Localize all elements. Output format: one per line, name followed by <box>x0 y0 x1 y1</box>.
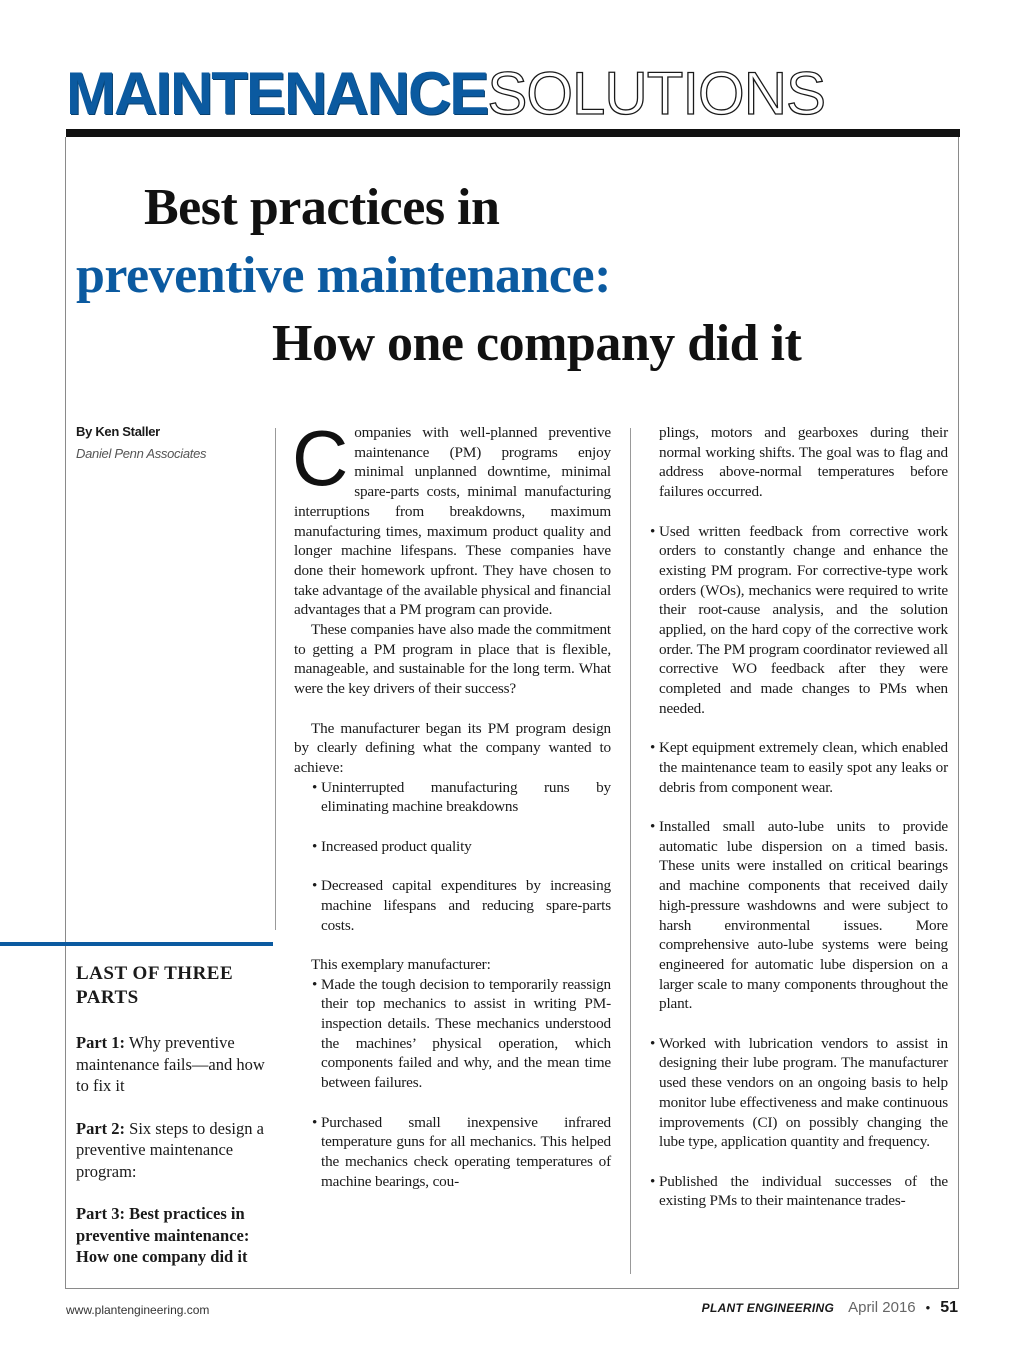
article-column-2 <box>651 423 948 1211</box>
author-affiliation: Daniel Penn Associates <box>76 446 207 461</box>
intro-text: ompanies with well-planned preventive maintenance (PM) programs enjoy minimal unplanned downtime, minimal spare-parts costs, minimal manufacturing interruptions from breakdowns, maximum manufacturing times, maximum product quality and longer machine lifespans. These companies have done their homework upfront. They have chosen to take advantage of the available physical and financial advantages that a PM program can provide. <box>294 424 612 619</box>
column-divider <box>630 428 631 1274</box>
intro-paragraph <box>292 414 612 620</box>
part-label: Part 2: <box>76 1118 126 1138</box>
practices-list <box>651 522 948 1212</box>
headline-line-3: How one company did it <box>272 315 802 372</box>
list-item: • Purchased small inexpensive infrared temperature guns for all mechanics. This helped the mechanics check operating temperatures of machine bearings, cou- <box>294 1113 611 1192</box>
author-byline: By Ken Staller <box>76 424 160 439</box>
article-column-1 <box>292 414 612 1191</box>
masthead-rule <box>66 129 960 137</box>
footer-separator: • <box>925 1300 931 1315</box>
frame-left-rule <box>65 137 66 1289</box>
drop-cap: C <box>292 414 349 502</box>
masthead <box>66 58 825 130</box>
masthead-bold: MAINTENANCE <box>66 60 488 127</box>
paragraph: This exemplary manufacturer: <box>311 955 491 973</box>
list-item: • Worked with lubrication vendors to assist in designing their lube program. The manufacturer used these vendors on an ongoing basis to help monitor lube effectiveness and make continuous improvements (CI) on possibly changing the lube type, application quantity and frequency. <box>651 1034 948 1152</box>
sidebar-divider <box>275 428 276 930</box>
part-text: Best practices in preventive maintenance: How one company did it <box>76 1204 250 1266</box>
list-item: • Used written feedback from corrective work orders to constantly change and enhance the existing PM program. For corrective-type work orders (WOs), mechanics were required to write their root-cause analysis, and the solution applied, on the hard copy of the corrective work order. The PM program coordinator reviewed all corrective WO feedback after they were completed and made changes to PMs when needed. <box>651 522 948 719</box>
list-item: • Made the tough decision to temporarily reassign their top mechanics to assist in writing PM-inspection details. These mechanics understood the machines’ physical operation, which components failed and why, and the mean time between failures. <box>294 975 611 1093</box>
list-item: • Decreased capital expenditures by increasing machine lifespans and reducing spare-parts costs. <box>294 876 611 935</box>
series-sidebar <box>76 962 276 1289</box>
frame-right-rule <box>958 137 959 1289</box>
page-footer <box>702 1299 958 1317</box>
list-item: • Uninterrupted manufacturing runs by eliminating machine breakdowns <box>294 778 611 817</box>
list-item: • Kept equipment extremely clean, which enabled the maintenance team to easily spot any leaks or debris from component wear. <box>651 738 948 797</box>
sidebar-title: LAST OF THREE PARTS <box>76 963 234 1008</box>
list-item: • Increased product quality <box>294 837 611 857</box>
actions-list <box>294 975 611 1192</box>
sidebar-part-2 <box>76 1118 276 1183</box>
paragraph: These companies have also made the commitment to getting a PM program in place that is flexible, manageable, and sustainable for the long term. What were the key drivers of their success? <box>294 621 611 698</box>
part-text: Six steps to design a preventive maintenance program: <box>76 1118 264 1181</box>
paragraph: plings, motors and gearboxes during their normal working shifts. The goal was to flag and address above-normal temperatures before failures occurred. <box>659 424 948 501</box>
sidebar-accent-rule <box>0 942 273 946</box>
headline-line-1: Best practices in <box>144 179 500 236</box>
issue-date: April 2016 <box>848 1299 916 1316</box>
part-label: Part 3: <box>76 1204 126 1223</box>
part-label: Part 1: <box>76 1033 126 1052</box>
paragraph: The manufacturer began its PM program design by clearly defining what the company wanted to achieve: <box>294 719 611 776</box>
goals-list <box>294 778 611 936</box>
magazine-name: PLANT ENGINEERING <box>701 1301 835 1315</box>
headline-line-2: preventive maintenance: <box>76 247 611 304</box>
masthead-light: SOLUTIONS <box>487 60 826 127</box>
list-item: • Published the individual successes of the existing PMs to their maintenance trades- <box>651 1172 948 1211</box>
footer-url: www.plantengineering.com <box>66 1303 210 1317</box>
page-number: 51 <box>940 1299 958 1316</box>
part-text: Why preventive maintenance fails—and how to fix it <box>76 1033 265 1095</box>
sidebar-part-3 <box>76 1203 276 1268</box>
sidebar-part-1 <box>76 1032 276 1097</box>
list-item: • Installed small auto-lube units to provide automatic lube dispersion on a timed basis. These units were installed on critical bearings and machine components that received daily high-pressure washdowns and were subject to harsh environmental issues. More comprehensive auto-lube systems were being engineered for automatic lube dispersion on a larger scale to many components throughout the plant. <box>651 817 948 1014</box>
